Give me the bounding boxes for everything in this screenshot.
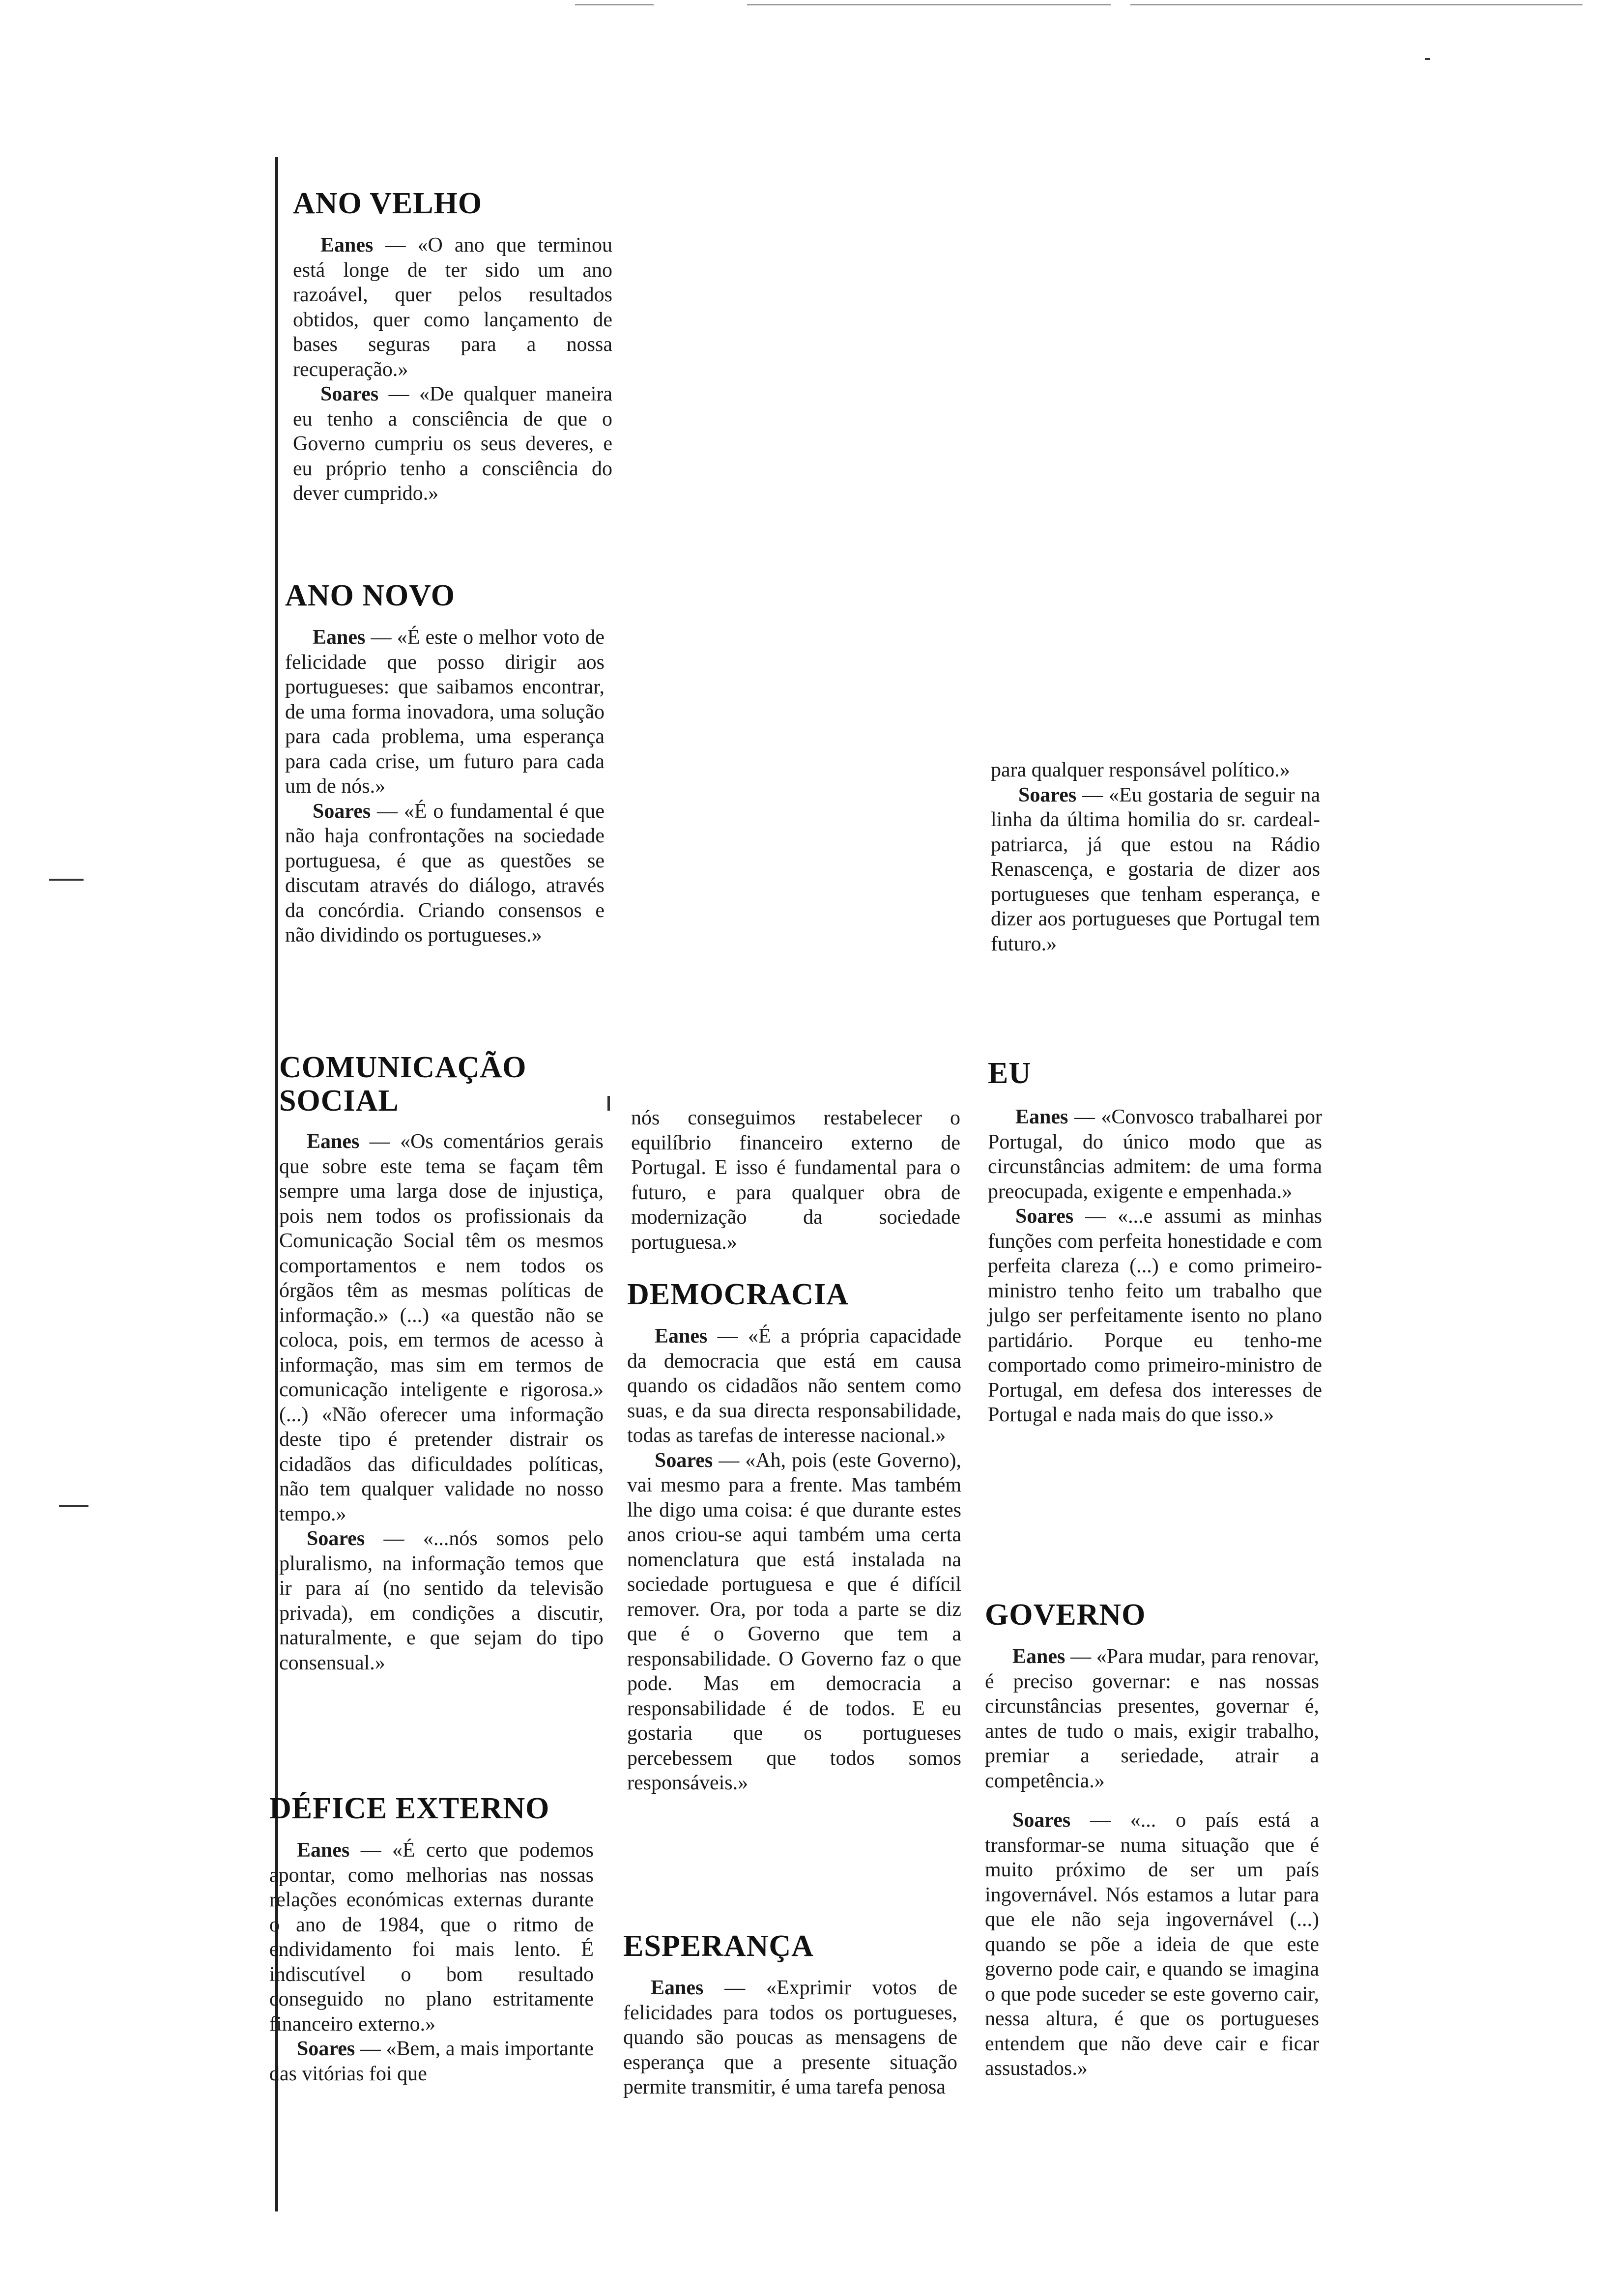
soares-quote <box>285 799 604 948</box>
section-eu <box>988 1057 1322 1428</box>
speaker-label: Soares <box>297 2038 355 2060</box>
soares-quote <box>269 2037 594 2086</box>
speaker-label: Eanes <box>320 234 374 257</box>
quote-text: — «... o país está a transformar-se numa situação que é muito próximo de ser um país ingovernável. Nós estamos a lutar para que ele não seja ingovernável (...) quando se põe a ideia de que este governo pode cair, e quando se imagina o que pode suceder se este governo cair, nessa altura, é que os portugueses entendem que não deve cair e ficar assustados.» <box>985 1809 1319 2080</box>
section-title: DEMOCRACIA <box>627 1278 849 1311</box>
section-title: DÉFICE EXTERNO <box>269 1792 550 1825</box>
speaker-label: Soares <box>320 383 379 405</box>
scan-speck <box>607 1096 610 1111</box>
quote-text: — «Eu gostaria de seguir na linha da última homilia do sr. cardeal-patriarca, já que estou na Rádio Renascença, e gostaria de dizer aos portugueses que tenham esperança, e dizer aos portugueses que Portugal tem futuro.» <box>991 783 1320 955</box>
eanes-quote <box>627 1324 961 1448</box>
soares-quote <box>988 1204 1322 1428</box>
quote-text: — «Os comentários gerais que sobre este tema se façam têm sempre uma larga dose de injustiça, pois nem todos os profissionais da Comunicação Social têm os mesmos comportamentos e nem todos os órgãos têm as mesmas políticas de informação.» (...) «a questão não se coloca, pois, em termos de acesso à informação, mas sim em termos de comunicação inteligente e rigorosa.» (...) «Não oferecer uma informação deste tipo é pretender distrair os cidadãos das dificuldades políticas, não tem qualquer validade no nosso tempo.» <box>279 1130 604 1525</box>
quote-text: — «Ah, pois (este Governo), vai mesmo para a frente. Mas também lhe digo uma coisa: é que durante estes anos criou-se aqui também uma certa nomenclatura que está instalada na sociedade portuguesa e que é difícil remover. Ora, por toda a parte se diz que é o Governo que tem a responsabilidade. O Governo faz o que pode. Mas em democracia a responsabilidade é de todos. E eu gostaria que os portugueses percebessem que todos somos responsáveis.» <box>627 1449 961 1794</box>
quote-text: — «Para mudar, para renovar, é preciso governar: e nas nossas circunstâncias presentes, governar é, antes de tudo o mais, exigir trabalho, premiar a seriedade, atrair a competência.» <box>985 1645 1319 1792</box>
quote-text: — «Bem, a mais importante das vitórias foi que <box>269 2038 594 2085</box>
scan-speck <box>49 879 84 881</box>
section-title: ANO NOVO <box>285 579 456 612</box>
eanes-quote <box>269 1838 594 2037</box>
speaker-label: Eanes <box>313 626 366 649</box>
eanes-quote <box>293 233 612 382</box>
section-title: COMUNICAÇÃO SOCIAL <box>279 1051 527 1118</box>
defice-continuation <box>631 1106 960 1255</box>
section-ano-velho <box>293 187 612 506</box>
scan-edge-line <box>575 4 654 5</box>
continued-text: nós conseguimos restabelecer o equilíbrio financeiro externo de Portugal. E isso é fundamental para o futuro, e para qualquer obra de modernização da sociedade portuguesa.» <box>631 1107 960 1254</box>
soares-quote <box>985 1808 1319 2081</box>
soares-quote <box>627 1448 961 1796</box>
section-governo <box>985 1598 1319 2081</box>
speaker-label: Eanes <box>297 1839 350 1862</box>
scan-edge-line <box>1130 4 1583 5</box>
quote-text: — «...nós somos pelo pluralismo, na informação temos que ir para aí (no sentido da televisão privada), em condições a discutir, naturalmente, e que sejam do tipo consensual.» <box>279 1527 604 1674</box>
speaker-label: Soares <box>655 1449 713 1472</box>
eanes-quote <box>285 625 604 799</box>
esperanca-continuation <box>991 758 1320 956</box>
speaker-label: Soares <box>313 800 371 823</box>
section-ano-novo <box>285 579 604 948</box>
quote-text: — «De qualquer maneira eu tenho a consciência de que o Governo cumpriu os seus deveres, e eu próprio tenho a consciência do dever cumprido.» <box>293 383 612 505</box>
soares-quote <box>279 1526 604 1675</box>
speaker-label: Eanes <box>1012 1645 1065 1668</box>
quote-text: — «É este o melhor voto de felicidade que posso dirigir aos portugueses: que saibamos encontrar, de uma forma inovadora, uma solução para cada problema, uma esperança para cada crise, um futuro para cada um de nós.» <box>285 626 604 798</box>
speaker-label: Eanes <box>651 1977 704 1999</box>
section-esperanca <box>623 1929 957 2100</box>
speaker-label: Soares <box>1015 1205 1074 1228</box>
scan-speck <box>59 1505 88 1507</box>
soares-quote <box>991 783 1320 957</box>
quote-text: — «É certo que podemos apontar, como melhorias nas nossas relações económicas externas durante o ano de 1984, que o ritmo de endividamento foi mais lento. É indiscutível o bom resultado conseguido no plano estritamente financeiro externo.» <box>269 1839 594 2036</box>
section-title: EU <box>988 1057 1032 1090</box>
speaker-label: Eanes <box>655 1325 708 1348</box>
quote-text: — «O ano que terminou está longe de ter sido um ano razoável, quer pelos resultados obtidos, quer como lançamento de bases seguras para a nossa recuperação.» <box>293 234 612 381</box>
quote-text: — «Convosco trabalharei por Portugal, do único modo que as circunstâncias admitem: de uma forma preocupada, exigente e empenhada.» <box>988 1106 1322 1203</box>
section-comunicacao-social <box>279 1051 604 1675</box>
soares-quote <box>293 382 612 506</box>
speaker-label: Eanes <box>307 1130 360 1153</box>
section-title: ESPERANÇA <box>623 1929 814 1963</box>
eanes-quote <box>623 1976 957 2100</box>
scan-edge-line <box>747 4 1111 5</box>
speaker-label: Soares <box>307 1527 365 1550</box>
quote-text: — «É a própria capacidade da democracia que está em causa quando os cidadãos não sentem como suas, e da sua directa responsabilidade, todas as tarefas de interesse nacional.» <box>627 1325 961 1447</box>
speaker-label: Soares <box>1018 783 1077 806</box>
speaker-label: Soares <box>1012 1809 1071 1832</box>
eanes-quote <box>988 1105 1322 1204</box>
section-title: ANO VELHO <box>293 187 483 220</box>
continued-text: para qualquer responsável político.» <box>991 759 1290 781</box>
section-defice-externo <box>269 1792 594 2086</box>
quote-text: — «Exprimir votos de felicidades para todos os portugueses, quando são poucas as mensagens de esperança que a presente situação permite transmitir, é uma tarefa penosa <box>623 1977 957 2098</box>
scan-speck <box>1425 58 1430 60</box>
eanes-quote <box>985 1644 1319 1793</box>
quote-text: — «...e assumi as minhas funções com perfeita honestidade e com perfeita clareza (...) e como primeiro-ministro tenho feito um trabalho que julgo ser perfeitamente isento no plano partidário. Porque eu tenho-me comportado como primeiro-ministro de Portugal, em defesa dos interesses de Portugal e nada mais do que isso.» <box>988 1205 1322 1426</box>
quote-text: — «É o fundamental é que não haja confrontações na sociedade portuguesa, é que as questões se discutam através do diálogo, através da concórdia. Criando consensos e não dividindo os portugueses.» <box>285 800 604 947</box>
speaker-label: Eanes <box>1015 1106 1068 1128</box>
section-democracia <box>627 1278 961 1796</box>
section-title: GOVERNO <box>985 1598 1146 1632</box>
eanes-quote <box>279 1129 604 1526</box>
